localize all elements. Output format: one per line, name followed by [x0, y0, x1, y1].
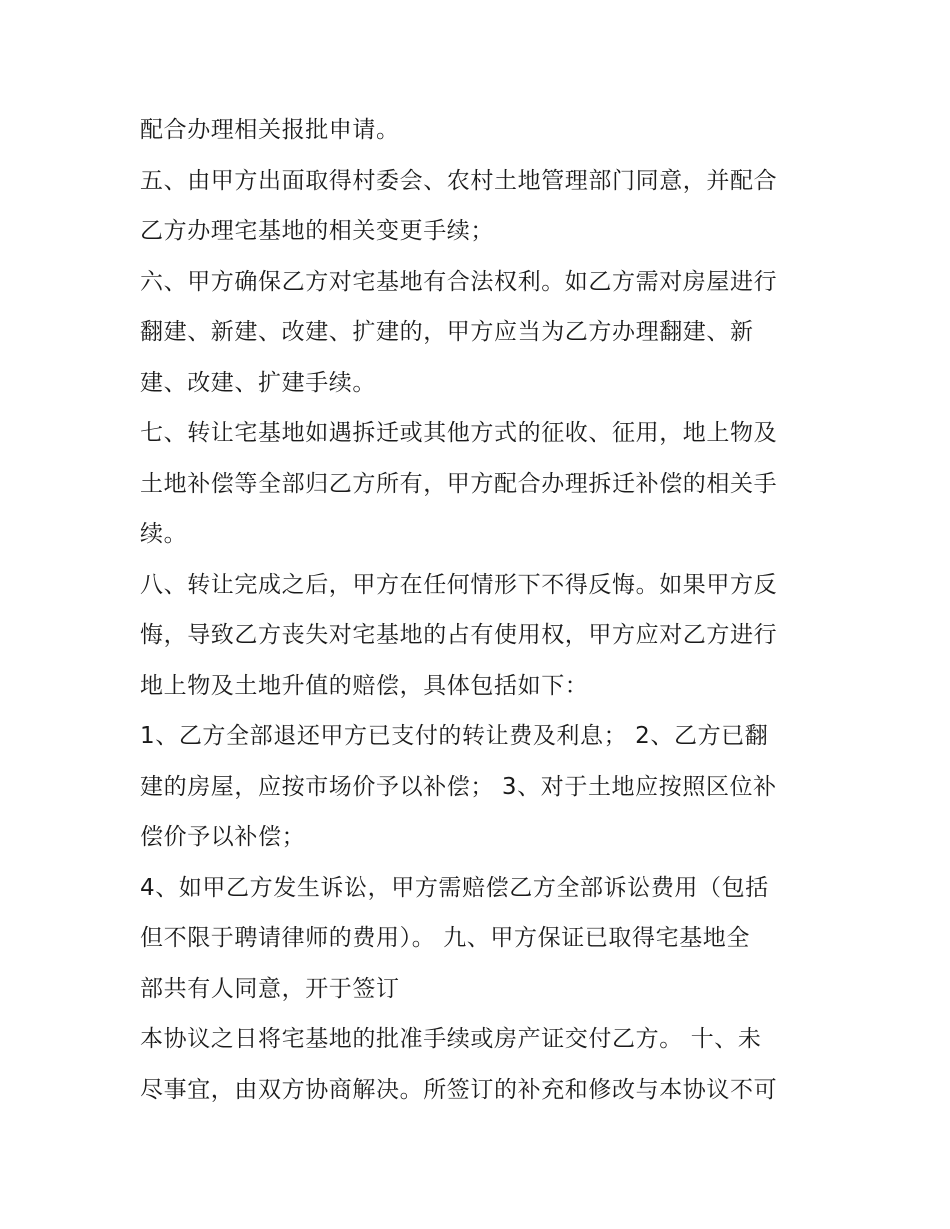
- text-line: 七、转让宅基地如遇拆迁或其他方式的征收、征用，地上物及: [140, 420, 778, 446]
- text-line: 部共有人同意，开于签订: [140, 976, 400, 1002]
- text-line: 续。: [140, 521, 188, 547]
- text-line: 六、甲方确保乙方对宅基地有合法权利。如乙方需对房屋进行: [140, 269, 778, 295]
- text-line: 建的房屋，应按市场价予以补偿； 3、对于土地应按照区位补: [140, 774, 777, 800]
- text-line: 翻建、新建、改建、扩建的，甲方应当为乙方办理翻建、新: [140, 319, 754, 345]
- text-line: 土地补偿等全部归乙方所有，甲方配合办理拆迁补偿的相关手: [140, 471, 778, 497]
- text-line: 五、由甲方出面取得村委会、农村土地管理部门同意，并配合: [140, 168, 778, 194]
- text-line: 八、转让完成之后，甲方在任何情形下不得反悔。如果甲方反: [140, 572, 778, 598]
- text-line: 但不限于聘请律师的费用）。 九、甲方保证已取得宅基地全: [140, 925, 751, 951]
- text-line: 地上物及土地升值的赔偿，具体包括如下：: [140, 673, 589, 699]
- text-line: 悔，导致乙方丧失对宅基地的占有使用权，甲方应对乙方进行: [140, 622, 778, 648]
- text-line: 乙方办理宅基地的相关变更手续；: [140, 218, 494, 244]
- text-line: 4、如甲乙方发生诉讼，甲方需赔偿乙方全部诉讼费用（包括: [140, 875, 769, 901]
- text-line: 1、乙方全部退还甲方已支付的转让费及利息； 2、乙方已翻: [140, 723, 769, 749]
- text-line: 本协议之日将宅基地的批准手续或房产证交付乙方。 十、未: [140, 1026, 762, 1052]
- text-line: 偿价予以补偿；: [140, 824, 306, 850]
- text-line: 配合办理相关报批申请。: [140, 117, 400, 143]
- text-line: 尽事宜，由双方协商解决。所签订的补充和修改与本协议不可: [140, 1077, 778, 1103]
- text-line: 建、改建、扩建手续。: [140, 370, 376, 396]
